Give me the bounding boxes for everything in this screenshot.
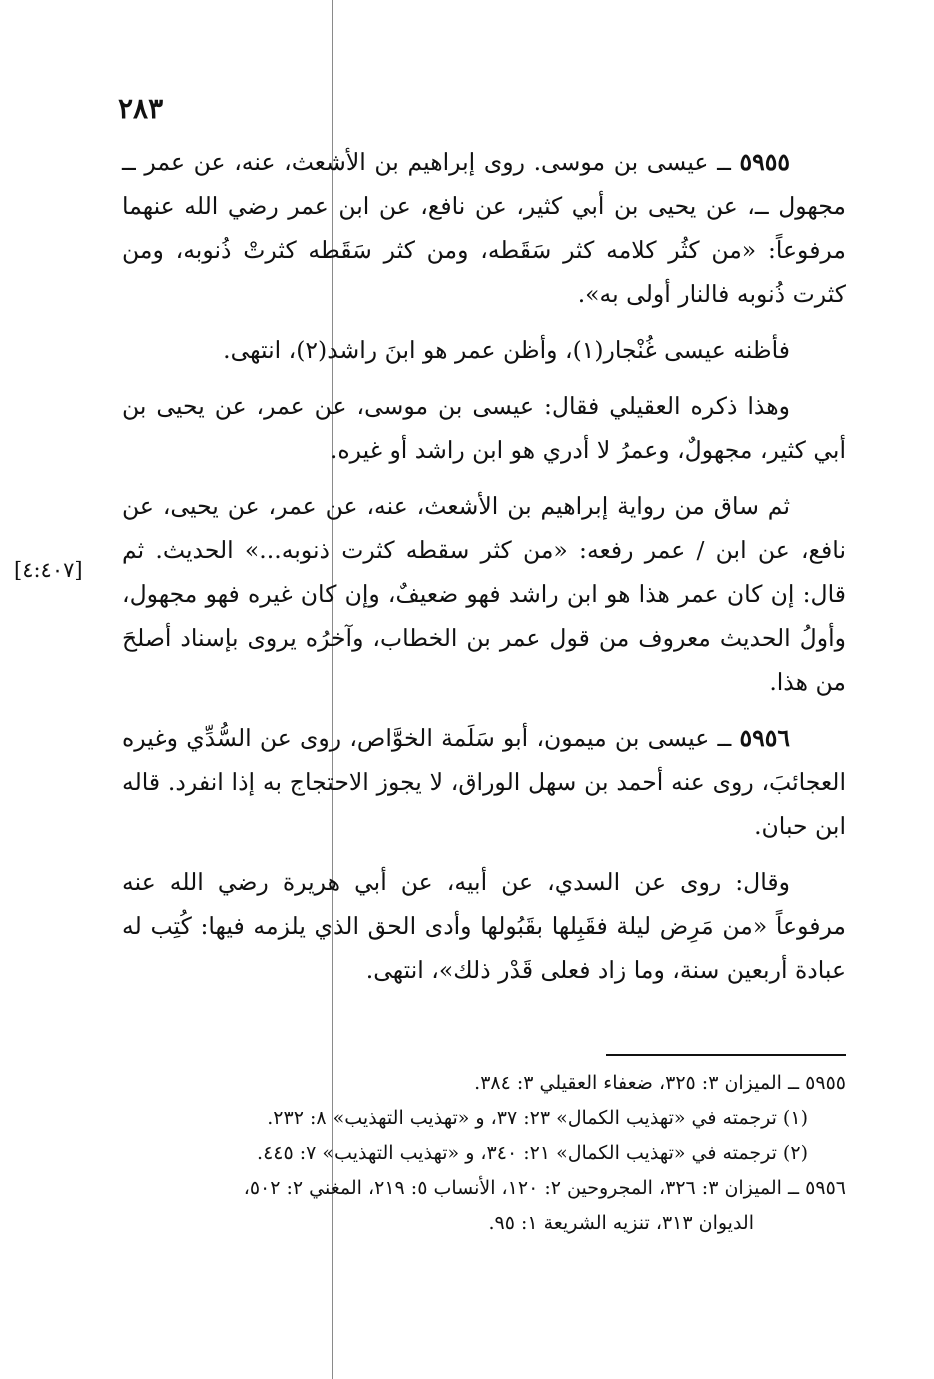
- footnote-5955: ٥٩٥٥ ــ الميزان ٣: ٣٢٥، ضعفاء العقيلي ٣: ٣٨٤.: [474, 1072, 846, 1094]
- margin-page-reference: [٤:٤٠٧]: [14, 558, 83, 582]
- paragraph-ghunjar: فأظنه عيسى غُنْجار(١)، وأظن عمر هو ابنَ راشد(٢)، انتهى.: [223, 336, 790, 364]
- entry-number: ٥٩٥٥: [739, 148, 790, 176]
- entry-number: ٥٩٥٦: [739, 724, 790, 752]
- entry-5955: [122, 140, 846, 316]
- main-text: [122, 140, 846, 1004]
- footnote-2: (٢) ترجمته في «تهذيب الكمال» ٢١: ٣٤٠، و «تهذيب التهذيب» ٧: ٤٤٥.: [257, 1142, 808, 1164]
- footnote-1: (١) ترجمته في «تهذيب الكمال» ٢٣: ٣٧، و «تهذيب التهذيب» ٨: ٢٣٢.: [267, 1107, 808, 1129]
- footnote-5956-continued: الديوان ٣١٣، تنزيه الشريعة ١: ٩٥.: [488, 1212, 754, 1234]
- paragraph-hadith: وقال: روى عن السدي، عن أبيه، عن أبي هريرة رضي الله عنه مرفوعاً «من مَرِض ليلة فقَبِلها بقَبُولها وأدى الحق الذي يلزمه فيها: كُتِب له عبادة أربعين سنة، وما زاد فعلى قَدْر ذلك»، انتهى.: [122, 868, 846, 984]
- page-number: ٢٨٣: [118, 92, 164, 125]
- paragraph-isnad: ثم ساق من رواية إبراهيم بن الأشعث، عنه، عن عمر، عن يحيى، عن نافع، عن ابن / عمر رفعه: «من كثر سقطه كثرت ذنوبه...» الحديث. ثم قال: إن كان عمر هذا هو ابن راشد فهو ضعيفٌ، وإن كان غيره فهو مجهول، وأولُ الحديث معروف من قول عمر بن الخطاب، وآخرُه يروى بإسناد أصلحَ من هذا.: [122, 492, 846, 696]
- footnotes: [122, 1066, 846, 1241]
- footnote-separator: [606, 1054, 846, 1056]
- entry-text: ــ عيسى بن ميمون، أبو سَلَمة الخوَّاص، روى عن السُّدِّي وغيره العجائبَ، روى عنه أحمد بن سهل الوراق، لا يجوز الاحتجاج به إذا انفرد. قاله ابن حبان.: [122, 724, 846, 840]
- paragraph-uqayli: وهذا ذكره العقيلي فقال: عيسى بن موسى، عن عمر، عن يحيى بن أبي كثير، مجهولٌ، وعمرُ لا أدري هو ابن راشد أو غيره.: [122, 392, 846, 464]
- entry-text: ــ عيسى بن موسى. روى إبراهيم بن الأشعث، عنه، عن عمر ــ مجهول ــ، عن يحيى بن أبي كثير، عن نافع، عن ابن عمر رضي الله عنهما مرفوعاً: «من كثُر كلامه كثر سَقَطه، ومن كثر سَقَطه كثرتْ ذُنوبه، ومن كثرت ذُنوبه فالنار أولى به».: [122, 148, 846, 308]
- footnote-5956: ٥٩٥٦ ــ الميزان ٣: ٣٢٦، المجروحين ٢: ١٢٠، الأنساب ٥: ٢١٩، المغني ٢: ٥٠٢،: [243, 1177, 846, 1199]
- entry-5956: [122, 716, 846, 848]
